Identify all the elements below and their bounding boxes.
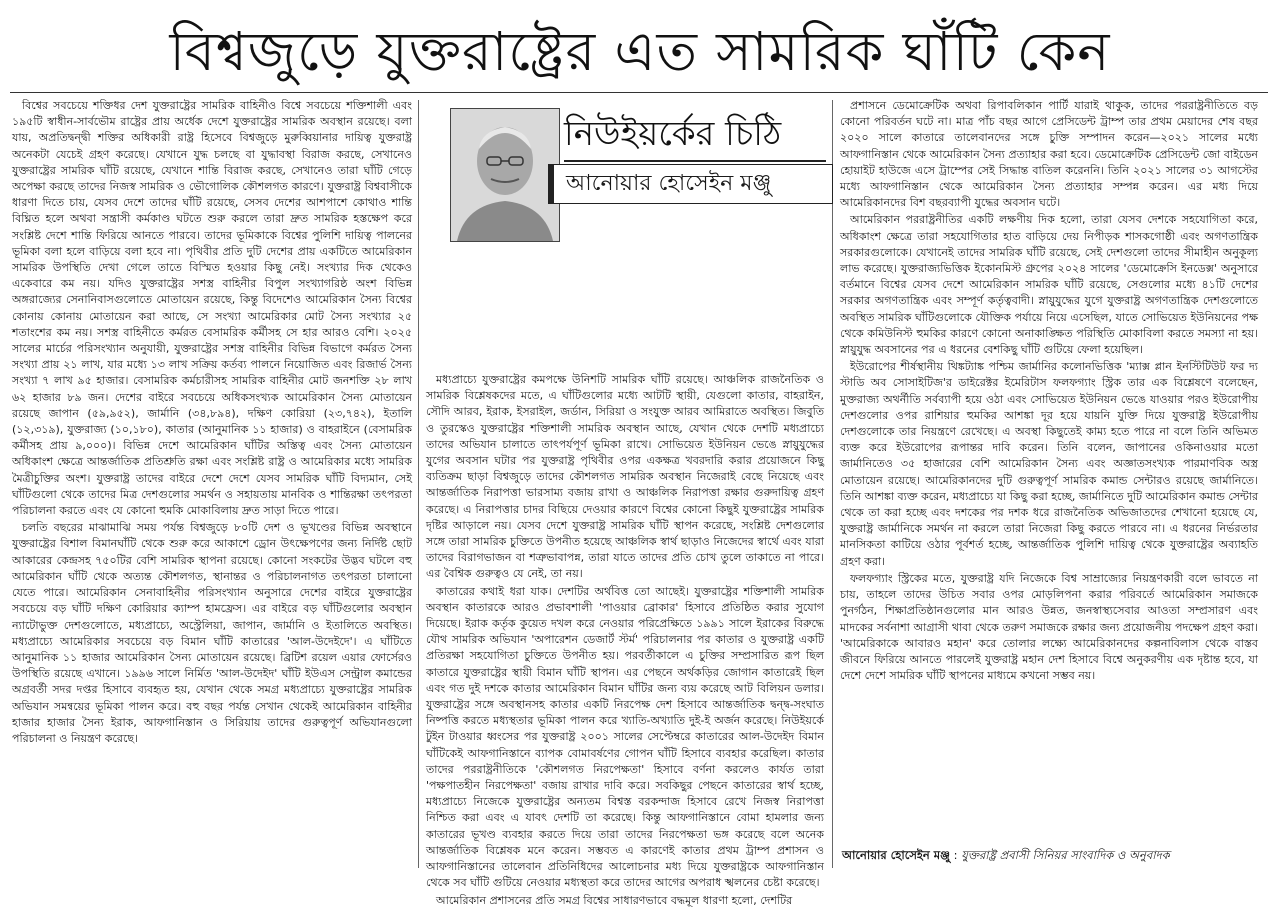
paragraph: প্রশাসনে ডেমোক্রেটিক অথবা রিপাবলিকান পার্টি যারাই থাকুক, তাদের পররাষ্ট্রনীতিতে বড় কোনো পরিবর্তন ঘটে না। মাত্র পাঁচ বছর আগে প্রেসিডেন্ট ট্রাম্প তার প্রথম মেয়াদের শেষ বছর ২০২০ সালে কাতারে তালেবানদের সঙ্গে চুক্তি সম্পাদন করেন—২০২১ সালের মধ্যে আফগানিস্তান থেকে আমেরিকান সৈন্য প্রত্যাহার করা হবে। ডেমোক্রেটিক প্রেসিডেন্ট জো বাইডেন হোয়াইট হাউজে এসে ট্রাম্পের সেই সিদ্ধান্ত বাতিল করেননি। তিনি ২০২১ সালের ৩১ আগস্টের মধ্যে আফগানিস্তান থেকে আমেরিকান সৈন্য প্রত্যাহার সম্পন্ন করেন। এর মধ্য দিয়ে আমেরিকানদের বিশ বছরব্যাপী যুদ্ধের অবসান ঘটে। [840, 99, 1258, 210]
paragraph: আমেরিকান পররাষ্ট্রনীতির একটি লক্ষণীয় দিক হলো, তারা যেসব দেশকে সহযোগিতা করে, অধিকাংশ ক্ষেত্রে তারা সহযোগিতার হাত বাড়িয়ে দেয় নিপীড়ক শাসকগোষ্ঠী এবং অগণতান্ত্রিক সরকারগুলোকে। যেখানেই তাদের সামরিক ঘাঁটি রয়েছে, সেই দেশগুলো তাদের সীমাহীন অনুকূল্য লাভ করেছে। যুক্তরাজ্যভিত্তিক ইকোনমিস্ট গ্রুপের ২০২৪ সালের 'ডেমোক্রেসি ইনডেক্স' অনুসারে বর্তমানে বিশ্বের যেসব দেশে আমেরিকান সামরিক ঘাঁটি রয়েছে, সেগুলোর মধ্যে ৪১টি দেশের সরকার অগণতান্ত্রিক এবং সম্পূর্ণ কর্তৃত্ববাদী। স্নায়ুযুদ্ধের যুগে যুক্তরাষ্ট্র অগণতান্ত্রিক দেশগুলোতে অবস্থিত সামরিক ঘাঁটিগুলোকে যৌক্তিক পর্যায়ে নিয়ে এসেছিল, যাতে সোভিয়েত ইউনিয়নের পক্ষ থেকে কমিউনিস্ট হুমকির কারণে কোনো অনাকাঙ্ক্ষিত পরিস্থিতি মোকাবিলা করতে সমস্যা না হয়। স্নায়ুযুদ্ধ অবসানের পর এ ধরনের বেশকিছু ঘাঁটি গুটিয়ে ফেলা হয়েছিল। [840, 213, 1258, 357]
paragraph: ইউরোপের শীর্ষস্থানীয় থিঙ্কট্যাঙ্ক পশ্চিম জার্মানির কলোনভিত্তিক 'ম্যাক্স প্লান ইনস্টিটিউট ফর দ্য স্টাডি অব সোসাইটিজ'র ডাইরেক্টর ইমেরিটাস ফলফগ্যাং স্ট্রিক তার এক বিশ্লেষণে বলেছেন, মুক্তরাজ্য অথর্নীতি সর্বব্যাপী হয়ে ওঠা এবং সোভিয়েত ইউনিয়ন ভেঙে যাওয়ার পরও ইউরোপীয় দেশগুলোর ওপর রাশিয়ার হুমকির আশঙ্কা দূর হয়ে যায়নি যুক্তি দিয়ে যুক্তরাষ্ট্র ইউরোপীয় দেশগুলোকে তার নিয়ন্ত্রণে রেখেছে। এ অবস্থা কিছুতেই কাম্য হতে পারে না বলে তিনি অভিমত ব্যক্ত করে ইউরোপের রূপান্তর দাবি করেন। তিনি বলেন, জাপানের ওকিনাওয়ার মতো জার্মানিতেও ৩৫ হাজারের বেশি আমেরিকান সৈন্য এবং অজ্ঞাতসংখ্যক পারমাণবিক অস্ত্র মোতায়েন রয়েছে। আমেরিকানদের দুটি গুরুত্বপূর্ণ সামরিক কমান্ড সেন্টারও রয়েছে জার্মানিতে। তিনি আশঙ্কা ব্যক্ত করেন, মধ্যপ্রাচ্যে যা কিছু করা হচ্ছে, জার্মানিতে দুটি আমেরিকান কমান্ড সেন্টার থেকে তা করা হচ্ছে এবং দশকের পর দশক ধরে রাজনৈতিক অভিজাতদের শেখানো হয়েছে যে, যুক্তরাষ্ট্র জার্মানিকে সমর্থন না করলে তারা নিজেরা কিছু করতে পারবে না। এ ধরনের নির্ভরতার মানসিকতা কাটিয়ে ওঠার পূর্বশর্ত হচ্ছে, আন্তর্জাতিক পুলিশি দায়িত্ব থেকে যুক্তরাষ্ট্রের অব্যাহতি গ্রহণ করা। [840, 360, 1258, 568]
article-column-3 [840, 98, 1258, 818]
credit-separator: : [950, 848, 962, 862]
author-credit [842, 844, 1258, 866]
paragraph: বিশ্বের সবচেয়ে শক্তিধর দেশ যুক্তরাষ্ট্রের সামরিক বাহিনীও বিশ্বে সবচেয়ে শক্তিশালী এবং ১৯৫টি স্বাধীন-সার্বভৌম রাষ্ট্রের প্রায় অর্ধেক দেশে যুক্তরাষ্ট্রের সামরিক অবস্থান রয়েছে। বলা যায়, অপ্রতিদ্বন্দ্বী শক্তির অধিকারী রাষ্ট্র হিসেবে বিশ্বজুড়ে মুরুব্বিয়ানার দায়িত্ব যুক্তরাষ্ট্র অনেকটা যেচেই গ্রহণ করেছে। যেখানে যুদ্ধ চলছে বা যুদ্ধাবস্থা বিরাজ করছে, সেখানেও যুক্তরাষ্ট্রের সামরিক ঘাঁটি রয়েছে, যেখানে শান্তি বিরাজ করছে, সেখানেও তারা ঘাঁটি গেড়ে অপেক্ষা করছে তাদের নিজস্ব সামরিক ও ভৌগোলিক কৌশলগত কারণে। যুক্তরাষ্ট্র বিশ্ববাসীকে ধারণা দিতে চায়, যেসব দেশে তাদের ঘাঁটি রয়েছে, সেসব দেশের আশপাশে কোথাও শান্তি বিঘ্নিত হলে অথবা সন্ত্রাসী কর্মকাণ্ড ঘটতে শুরু করলে তারা দ্রুত সামরিক হস্তক্ষেপ করে সংশ্লিষ্ট দেশে শান্তি ফিরিয়ে আনতে পারবে। তাদের ভূমিকাকে বিশ্বের পুলিশি দায়িত্ব পালনের ভূমিকা বলা হলে বাড়িয়ে বলা হবে না। পৃথিবীর প্রতি দুটি দেশের প্রায় একটিতে আমেরিকান সামরিক উপস্থিতি দেখা গেলে তাতে বিস্মিত হওয়ার কিছু নেই। সংখ্যার দিক থেকেও একেবারে কম নয়। যদিও যুক্তরাষ্ট্রের সশস্ত্র বাহিনীর বিপুল সংখ্যাগরিষ্ঠ অংশ বিভিন্ন অঙ্গরাজ্যের সেনানিবাসগুলোতে মোতায়েন রয়েছে, কিন্তু বিদেশেও আমেরিকান সৈন্য বিশ্বের কোনায় কোনায় মোতায়েন করা আছে, সে সংখ্যা আমেরিকার মোট সৈন্য সংখ্যার ২৫ শতাংশের কম নয়। সশস্ত্র বাহিনীতে কর্মরত বেসামরিক কর্মীসহ সে হার আরও বেশি। ২০২৫ সালের মার্চের পরিসংখ্যান অনুযায়ী, যুক্তরাষ্ট্রের সশস্ত্র বাহিনীর বিভিন্ন বিভাগে কর্মরত সৈন্য সংখ্যা প্রায় ২১ লাখ, যার মধ্যে ১৩ লাখ সক্রিয় কর্তব্য পালনে নিয়োজিত এবং রিজার্ভ সৈন্য সংখ্যা ৭ লাখ ৯৫ হাজার। বেসামরিক কর্মচারীসহ সামরিক বাহিনীর মোট জনশক্তি ২৮ লাখ ৬২ হাজার ৮৯ জন। দেশের বাইরে সবচেয়ে অধিকসংখ্যক আমেরিকান সৈন্য মোতায়েন রয়েছে জাপান (৫৯,৯৫২), জার্মানি (৩৪,৮৯৪), দক্ষিণ কোরিয়া (২৩,৭৪২), ইতালি (১২,৩১৯), যুক্তরাজ্য (১০,১৮০), কাতার (আনুমানিক ১১ হাজার) ও বাহরাইনে (বেসামরিক কর্মীসহ প্রায় ৯,০০০)। বিভিন্ন দেশে আমেরিকান ঘাঁটির অস্তিত্ব এবং সৈন্য মোতায়েন অধিকাংশ ক্ষেত্রে আন্তর্জাতিক প্রতিশ্রুতি রক্ষা এবং সংশ্লিষ্ট রাষ্ট্র ও আমেরিকার মধ্যে সামরিক মৈত্রীচুক্তির অংশ। যুক্তরাষ্ট্র তাদের বাইরে দেশে দেশে যেসব সামরিক ঘাঁটি বিদ্যমান, সেই ঘাঁটিগুলো থেকে তাদের মিত্র দেশগুলোর সমর্থন ও সহায়তায় মানবিক ও শান্তিরক্ষা তৎপরতা পরিচালনা করতে এবং যে কোনো হুমকি মোকাবিলায় দ্রুত সাড়া দিতে পারে। [12, 99, 412, 518]
portrait-image [451, 109, 559, 241]
credit-author-role: যুক্তরাষ্ট্র প্রবাসী সিনিয়র সাংবাদিক ও অনুবাদক [961, 848, 1170, 862]
paragraph: আমেরিকান প্রশাসনের প্রতি সমগ্র বিশ্বের সাধারণভাবে বদ্ধমূল ধারণা হলো, দেশটির [436, 893, 793, 907]
column-divider-2 [832, 100, 833, 868]
article-headline: বিশ্বজুড়ে যুক্তরাষ্ট্রের এত সামরিক ঘাঁটি কেন [169, 20, 1111, 83]
article-column-2 [426, 372, 824, 907]
column-title: নিউইয়র্কের চিঠি [564, 114, 782, 154]
author-name-bar [548, 164, 833, 204]
column-title-rule [564, 160, 826, 162]
credit-author-name: আনোয়ার হোসেইন মঞ্জু [842, 848, 950, 862]
article-column-1 [12, 98, 412, 868]
paragraph: কাতারের কথাই ধরা যাক। দেশটির অর্থবিত্ত তো আছেই। যুক্তরাষ্ট্রের শক্তিশালী সামরিক অবস্থান কাতারকে আরও প্রভাবশালী 'পাওয়ার ব্রোকার' হিসাবে প্রতিষ্ঠিত করার সুযোগ দিয়েছে। ইরাক কর্তৃক কুয়েত দখল করে নেওয়ার পরিপ্রেক্ষিতে ১৯৯১ সালে ইরাকের বিরুদ্ধে যৌথ সামরিক অভিযান 'অপারেশন ডেজার্ট স্টর্ম' পরিচালনার পর কাতার ও যুক্তরাষ্ট্র একটি প্রতিরক্ষা সহযোগিতা চুক্তিতে উপনীত হয়। পরবর্তীকালে এ চুক্তির সম্প্রসারিত রূপ ছিল কাতারে যুক্তরাষ্ট্রের স্থায়ী বিমান ঘাঁটি স্থাপন। এর পেছনে অর্থকড়ির জোগান কাতারেই ছিল এবং গত দুই দশকে কাতার আমেরিকান বিমান ঘাঁটির জন্য ব্যয় করেছে আট বিলিয়ন ডলার। যুক্তরাষ্ট্রের সঙ্গে অবস্থানসহ কাতার একটি নিরপেক্ষ দেশ হিসাবে আন্তর্জাতিক দ্বন্দ্ব-সংঘাত নিষ্পত্তি করতে মধ্যস্থতার ভূমিকা পালন করে খ্যাতি-অখ্যাতি দুই-ই অর্জন করেছে। নিউইয়র্কে টুইন টাওয়ার ধ্বংসের পর যুক্তরাষ্ট্র ২০০১ সালের সেপ্টেম্বরে কাতারের আল-উদেইদ বিমান ঘাঁটিকেই আফগানিস্তানে ব্যাপক বোমাবর্ষণের গোপন ঘাঁটি হিসাবে ব্যবহার করেছিল। কাতার তাদের পররাষ্ট্রনীতিকে 'কৌশলগত নিরপেক্ষতা' হিসাবে বর্ণনা করলেও কার্যত তারা 'পক্ষপাতহীন নিরপেক্ষতা' বজায় রাখার দাবি করে। সবকিছুর পেছনে কাতারের স্বার্থ হচ্ছে, মধ্যপ্রাচ্যে নিজেকে যুক্তরাষ্ট্রের অন্যতম বিশ্বস্ত বরকন্দাজ হিসাবে রেখে নিজস্ব নিরাপত্তা নিশ্চিত করা এবং এ যাবৎ দেশটি তা করেছে। কিন্তু আফগানিস্তানে বোমা হামলার জন্য কাতারের ভূখণ্ড ব্যবহার করতে দিয়ে তারা তাদের নিরপেক্ষতা ভঙ্গ করেছে বলে অনেক আন্তর্জাতিক বিশ্লেষক মনে করেন। সম্ভবত এ কারণেই কাতার প্রথম ট্রাম্প প্রশাসন ও আফগানিস্তানের তালেবান প্রতিনিধিদের আলোচনার মধ্য দিয়ে যুক্তরাষ্ট্রকে আফগানিস্তান থেকে সব ঘাঁটি গুটিয়ে নেওয়ার মধ্যস্থতা করে তাদের আগের অপরাধ স্খলনের চেষ্টা করেছে। [426, 584, 824, 890]
column-divider-1 [418, 100, 419, 868]
column-byline-block [428, 100, 826, 368]
author-photo [450, 108, 560, 242]
paragraph: চলতি বছরের মাঝামাঝি সময় পর্যন্ত বিশ্বজুড়ে ৮০টি দেশ ও ভূখণ্ডের বিভিন্ন অবস্থানে যুক্তরাষ্ট্রের বিশাল বিমানঘাঁটি থেকে শুরু করে আকাশে ড্রোন উৎক্ষেপণের জন্য নির্দিষ্ট ছোট আকারের কেন্দ্রসহ ৭৫০টির বেশি সামরিক স্থাপনা রয়েছে। কোনো সংকটের উদ্ভব ঘটলে বহু আমেরিকান ঘাঁটি থেকে অত্যন্ত কৌশলগত, স্থানান্তর ও পরিচালনাগত তৎপরতা চালানো যেতে পারে। আমেরিকান সেনাবাহিনীর পরিসংখ্যান অনুসারে দেশের বাইরে যুক্তরাষ্ট্রের সবচেয়ে বড় ঘাঁটি দক্ষিণ কোরিয়ার ক্যাম্প হামফ্রেস। এর বাইরে বড় ঘাঁটিগুলোর অবস্থান ন্যাটোভুক্ত দেশগুলোতে, মধ্যপ্রাচ্যে, অস্ট্রেলিয়া, জাপান, জার্মানি ও ইতালিতে অবস্থিত। মধ্যপ্রাচ্যে আমেরিকার সবচেয়ে বড় বিমান ঘাঁটি কাতারের 'আল-উদেইদে'। এ ঘাঁটিতে আনুমানিক ১১ হাজার আমেরিকান সৈন্য মোতায়েন রয়েছে। ব্রিটিশ রয়েল এয়ার ফোর্সেরও উপস্থিতি রয়েছে এখানে। ১৯৯৬ সালে নির্মিত 'আল-উদেইদ' ঘাঁটি ইউএস সেন্ট্রাল কমান্ডের অগ্রবর্তী সদর দপ্তর হিসাবে ব্যবহৃত হয়, যেখান থেকে সমগ্র মধ্যপ্রাচ্যে যুক্তরাষ্ট্রের সামরিক অভিযান সমন্বয়ের ভূমিকা পালন করে। বহু বছর পর্যন্ত সেখান থেকেই আমেরিকান বাহিনীর হাজার হাজার সৈন্য ইরাক, আফগানিস্তান ও সিরিয়ায় তাদের গুরুত্বপূর্ণ অভিযানগুলো পরিচালনা ও নিয়ন্ত্রণ করেছে। [12, 521, 412, 745]
headline-divider [10, 92, 1268, 93]
paragraph: মধ্যপ্রাচ্যে যুক্তরাষ্ট্রের কমপক্ষে উনিশটি সামরিক ঘাঁটি রয়েছে। আঞ্চলিক রাজনৈতিক ও সামরিক বিশ্লেষকদের মতে, এ ঘাঁটিগুলোর মধ্যে আটটি স্থায়ী, যেগুলো কাতার, বাহরাইন, সৌদি আরব, ইরাক, ইসরাইল, জর্ডান, সিরিয়া ও সংযুক্ত আরব আমিরাতে অবস্থিত। জিবুতি ও তুরস্কেও যুক্তরাষ্ট্রের শক্তিশালী সামরিক অবস্থান আছে, যেখান থেকে দেশটি মধ্যপ্রাচ্যে তাদের অভিযান চালাতে তাৎপর্যপূর্ণ ভূমিকা রাখে। সোভিয়েত ইউনিয়ন ভেঙে স্নায়ুযুদ্ধের যুগের অবসান ঘটার পর যুক্তরাষ্ট্র পৃথিবীর ওপর একক্ষত্র খবরদারি করার প্রয়োজনে কিছু ব্যতিক্রম ছাড়া বিশ্বজুড়ে তাদের কৌশলগত সামরিক অবস্থান নিজেরাই বেছে নিয়েছে এবং আন্তর্জাতিক নিরাপত্তা ভারসাম্য বজায় রাখা ও আঞ্চলিক নিরাপত্তা রক্ষার গুরুদায়িত্ব গ্রহণ করেছে। এ নিরাপত্তার চাদর বিছিয়ে দেওয়ার কারণে বিশ্বের কোনো কিছুই যুক্তরাষ্ট্রের সামরিক দৃষ্টির আড়ালে নয়। যেসব দেশে যুক্তরাষ্ট্র সামরিক ঘাঁটি স্থাপন করেছে, সংশ্লিষ্ট দেশগুলোর সঙ্গে তারা সামরিক চুক্তিতে উপনীত হয়েছে আঞ্চলিক স্বার্থ ছাড়াও নিজেদের স্বার্থে এবং যারা তাদের বিরাগভাজন বা শত্রুভাবাপন্ন, তারা যাতে তাদের প্রতি চোখ তুলে তাকাতে না পারে। এর বৈশ্বিক গুরুত্বও যে নেই, তা নয়। [426, 373, 824, 581]
author-name: আনোয়ার হোসেইন মঞ্জু [566, 171, 772, 196]
paragraph: ফলফগ্যাং স্ট্রিকের মতে, যুক্তরাষ্ট্র যদি নিজেকে বিশ্ব সাম্রাজ্যের নিয়ন্ত্রণকারী বলে ভাবতে না চায়, তাহলে তাদের উচিত সবার ওপর মোড়লিপনা করার পরিবর্তে আমেরিকান সমাজকে পুনর্গঠন, শিক্ষাপ্রতিষ্ঠানগুলোর মান আরও উন্নত, জনস্বাস্থ্যসেবার আওতা সম্প্রসারণ এবং মাদকের সর্বনাশা আগ্রাসী থাবা থেকে তরুণ সমাজকে রক্ষার জন্য প্রয়োজনীয় পদক্ষেপ গ্রহণ করা। 'আমেরিকাকে আবারও মহান' করে তোলার লক্ষ্যে আমেরিকানদের কল্পনাবিলাস থেকে বাস্তব জীবনে ফিরিয়ে আনতে পারলেই যুক্তরাষ্ট্র মহান দেশ হিসাবে বিশ্বে অনুকরণীয় এক দৃষ্টান্ত হবে, যা দেশে দেশে সামরিক ঘাঁটি স্থাপনের মাধ্যমে কখনো সম্ভব নয়। [840, 571, 1258, 683]
